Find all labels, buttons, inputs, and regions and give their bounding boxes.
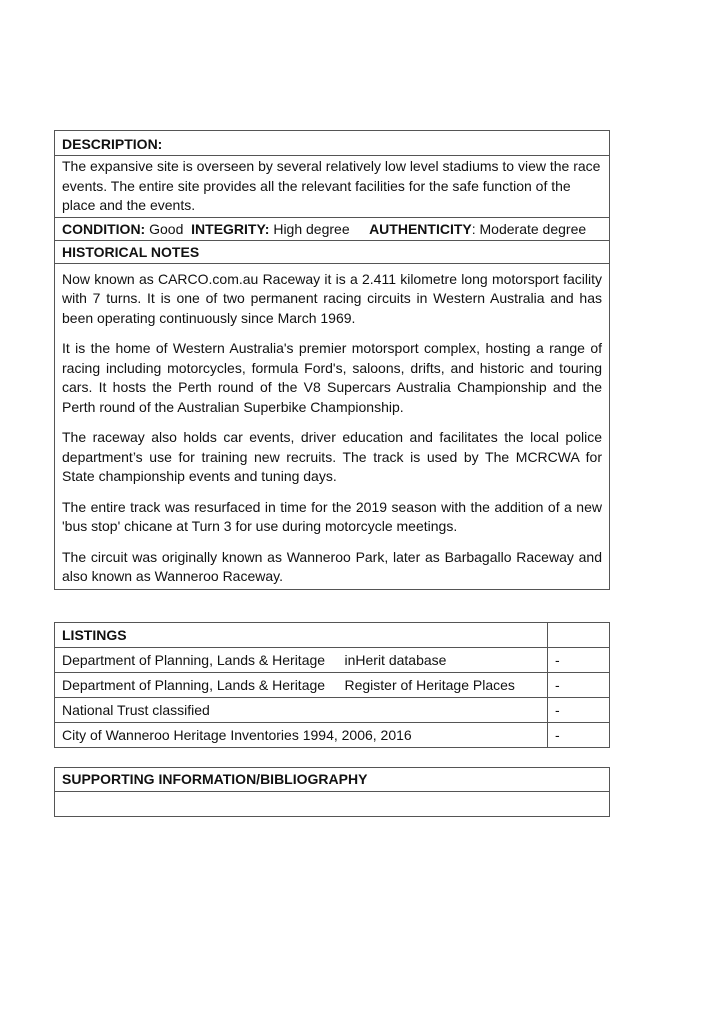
integrity-value: High degree xyxy=(269,220,370,237)
historical-paragraph: It is the home of Western Australia's premier motorsport complex, hosting a range of racing including motorcycles, formula Ford's, saloons, drifts, and historic and touring cars. It hosts the Perth round of the V8 Supercars Australia Championship and the Perth round of the Australian Superbike Championship. xyxy=(62,340,602,415)
assessment-row xyxy=(55,218,609,241)
listing-label: Department of Planning, Lands & Heritage Register of Heritage Places xyxy=(55,673,548,697)
authenticity-value: : Moderate degree xyxy=(471,220,587,237)
historical-paragraph: The raceway also holds car events, driver education and facilitates the local police department’s use for training new recruits. The track is used by The MCRCWA for State championship events and tuning days. xyxy=(62,429,602,484)
listings-heading: LISTINGS xyxy=(55,623,548,647)
condition-value: Good xyxy=(145,220,192,237)
table-row xyxy=(55,648,609,673)
listing-value: - xyxy=(555,727,560,743)
description-section xyxy=(54,130,610,590)
description-heading: DESCRIPTION: xyxy=(55,131,609,156)
listing-label: City of Wanneroo Heritage Inventories 1994, 2006, 2016 xyxy=(55,723,548,747)
listing-value: - xyxy=(555,652,560,668)
listings-table xyxy=(54,622,610,748)
historical-notes-heading: HISTORICAL NOTES xyxy=(55,241,609,264)
table-row xyxy=(55,673,609,698)
authenticity-label: AUTHENTICITY xyxy=(369,220,472,237)
supporting-information-section xyxy=(54,767,610,817)
listing-label: National Trust classified xyxy=(55,698,548,722)
listing-label: Department of Planning, Lands & Heritage inHerit database xyxy=(55,648,548,672)
supporting-heading: SUPPORTING INFORMATION/BIBLIOGRAPHY xyxy=(55,768,609,792)
historical-notes-body xyxy=(55,264,609,589)
description-text: The expansive site is overseen by several relatively low level stadiums to view the race events. The entire site provides all the relevant facilities for the safe function of the place and the events. xyxy=(55,156,609,218)
listing-value: - xyxy=(555,702,560,718)
historical-paragraph: The circuit was originally known as Wanneroo Park, later as Barbagallo Raceway and also known as Wanneroo Raceway. xyxy=(62,548,602,584)
listing-value: - xyxy=(555,677,560,693)
condition-label: CONDITION: xyxy=(62,220,146,237)
supporting-content xyxy=(55,792,609,816)
historical-paragraph: Now known as CARCO.com.au Raceway it is a 2.411 kilometre long motorsport facility with 7 turns. It is one of two permanent racing circuits in Western Australia and has been operating continuously since March 1969. xyxy=(62,270,602,326)
listings-heading-value xyxy=(548,623,609,647)
listings-header-row xyxy=(55,623,609,648)
integrity-label: INTEGRITY: xyxy=(191,220,270,237)
table-row xyxy=(55,698,609,723)
historical-paragraph: The entire track was resurfaced in time for the 2019 season with the addition of a new 'bus stop' chicane at Turn 3 for use during motorcycle meetings. xyxy=(62,498,602,534)
table-row xyxy=(55,723,609,747)
